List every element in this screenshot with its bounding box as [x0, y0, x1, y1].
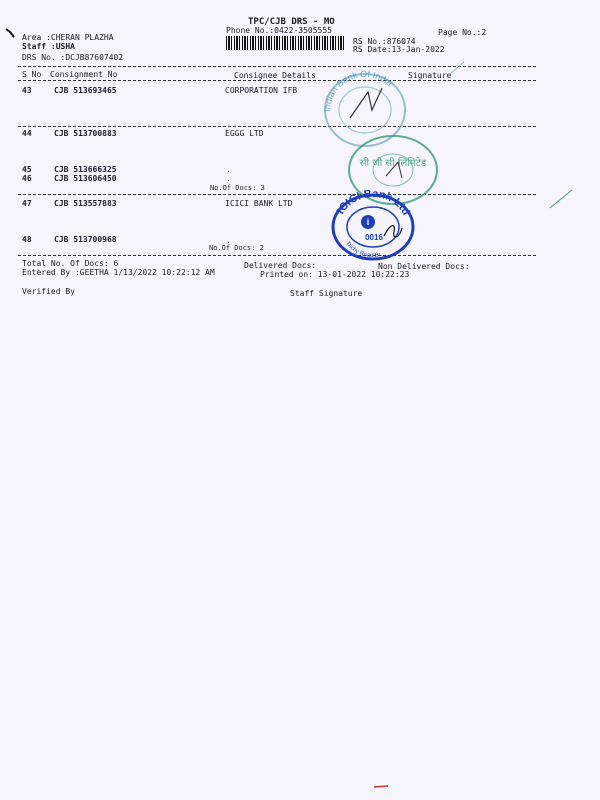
page-number: Page No.:2	[438, 28, 487, 37]
verified-by: Verified By	[22, 287, 75, 296]
svg-text:ICICI Bank Ltd: ICICI Bank Ltd	[334, 187, 412, 218]
corner-tick-mark	[5, 27, 17, 39]
row-consignee: .	[226, 174, 231, 183]
row-consignment: CJB 513666325	[54, 165, 117, 174]
row-consignment: CJB 513606450	[54, 174, 117, 183]
row-sno: 44	[22, 129, 32, 138]
total-docs: Total No. Of Docs: 6	[22, 259, 119, 268]
document-title: TPC/CJB DRS - MO	[248, 17, 335, 27]
doc-count: No.Of Docs: 2	[209, 244, 264, 252]
row-sno: 43	[22, 86, 32, 95]
staff-signature-label: Staff Signature	[290, 289, 363, 298]
row-consignee: ICICI BANK LTD	[225, 199, 293, 208]
row-consignee: .	[226, 165, 231, 174]
row-separator	[18, 126, 536, 127]
svg-text:सी जी सी लिमिटेड: सी जी सी लिमिटेड	[359, 158, 427, 169]
row-consignee: EGGG LTD	[225, 129, 264, 138]
row-separator	[18, 255, 536, 256]
icici-bank-seal	[330, 187, 416, 262]
printed-on: Printed on: 13-01-2022 10:22:23	[260, 270, 410, 279]
row-consignment: CJB 513700883	[54, 129, 117, 138]
row-consignee: .	[226, 236, 231, 245]
drs-number: DRS No. :DCJB87607402	[22, 53, 124, 62]
row-consignment: CJB 513700968	[54, 235, 117, 244]
svg-text:Trichy Road Br.: Trichy Road Br.	[344, 240, 383, 260]
entered-by: Entered By :GEETHA 1/13/2022 10:22:12 AM	[22, 268, 215, 277]
svg-text:Indian Bank Of India: Indian Bank Of India	[321, 68, 395, 113]
barcode	[226, 36, 346, 50]
red-pen-mark	[372, 784, 392, 790]
row-consignee: CORPORATION IFB	[225, 86, 298, 95]
col-consignee: Consignee Details	[234, 71, 316, 80]
row-sno: 48	[22, 235, 32, 244]
staff-label: Staff :USHA	[22, 42, 75, 51]
row-consignment: CJB 513693465	[54, 86, 117, 95]
row-sno: 47	[22, 199, 32, 208]
non-delivered-docs: Non Delivered Docs:	[378, 262, 470, 271]
row-sno: 46	[22, 174, 32, 183]
pen-stroke-mark	[448, 60, 468, 76]
row-separator	[18, 194, 536, 195]
area-label: Area :CHERAN PLAZHA	[22, 33, 114, 42]
svg-text:0016: 0016	[365, 233, 383, 242]
rs-number: RS No.:876074	[353, 37, 416, 46]
svg-text:i: i	[366, 217, 370, 227]
rs-date: RS Date:13-Jan-2022	[353, 45, 445, 54]
row-consignment: CJB 513557883	[54, 199, 117, 208]
col-consignment: Consignment No	[50, 70, 118, 79]
phone-number: Phone No.:0422-3505555	[226, 26, 332, 35]
header-rule-bottom	[18, 80, 536, 81]
pen-stroke-mark	[548, 186, 576, 210]
row-sno: 45	[22, 165, 32, 174]
col-sno: S No	[22, 70, 42, 79]
col-signature: Signature	[408, 71, 452, 80]
doc-count: No.Of Docs: 3	[210, 184, 265, 192]
delivered-docs: Delivered Docs:	[244, 261, 317, 270]
